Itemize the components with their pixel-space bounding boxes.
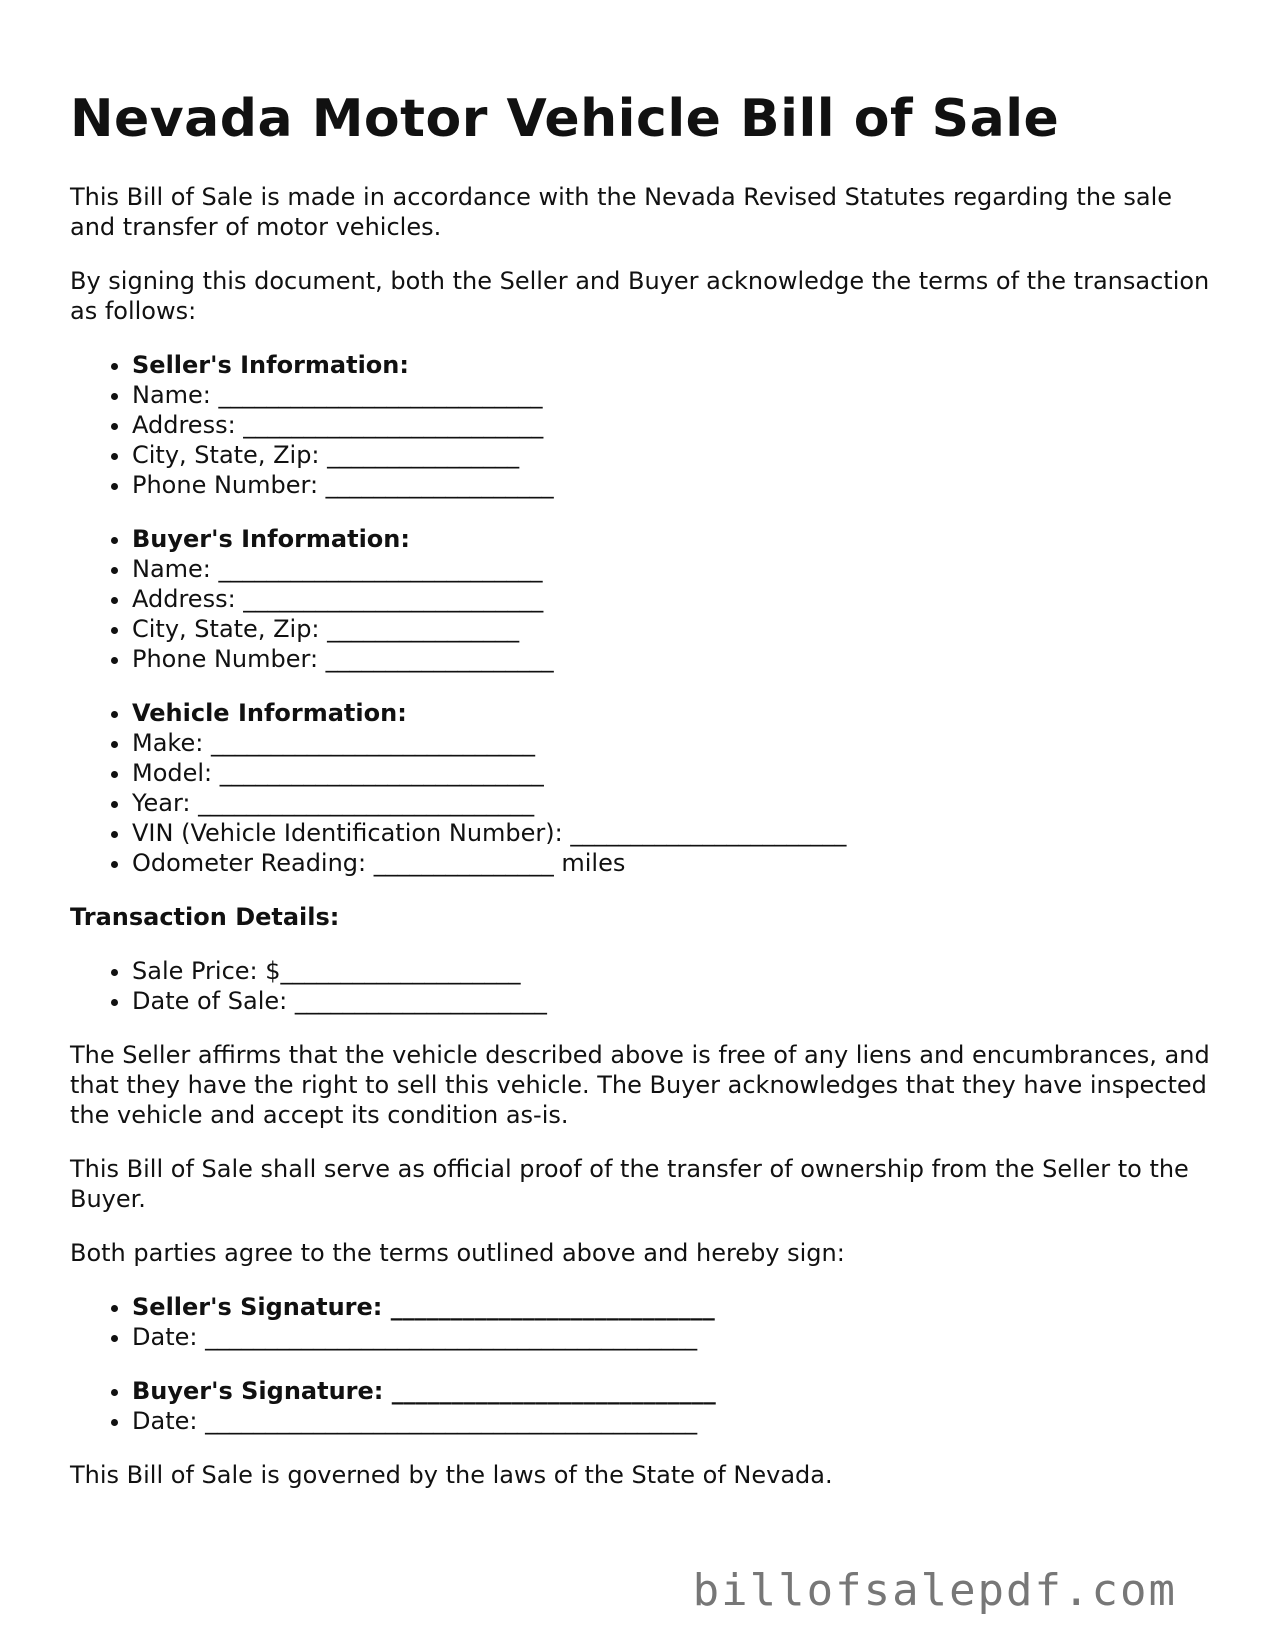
seller-city-field: • City, State, Zip: ________________ bbox=[132, 440, 1210, 470]
transaction-list bbox=[70, 956, 1210, 1016]
seller-signature-field: • Seller's Signature: ___________________________ bbox=[132, 1292, 1210, 1322]
vehicle-info-list bbox=[70, 698, 1210, 878]
sale-date-field: • Date of Sale: _____________________ bbox=[132, 986, 1210, 1016]
affirmation-paragraph: The Seller affirms that the vehicle described above is free of any liens and encumbrances, and that they have the right to sell this vehicle. The Buyer acknowledges that they have inspected the vehicle and accept its condition as-is. bbox=[70, 1041, 1210, 1129]
governing-law-paragraph: This Bill of Sale is governed by the laws of the State of Nevada. bbox=[70, 1461, 833, 1489]
vehicle-make-field: • Make: ___________________________ bbox=[132, 728, 1210, 758]
seller-phone-field: • Phone Number: ___________________ bbox=[132, 470, 1210, 500]
proof-paragraph: This Bill of Sale shall serve as official proof of the transfer of ownership from the Seller to the Buyer. bbox=[70, 1155, 1189, 1213]
seller-info-heading: • Seller's Information: bbox=[132, 350, 1210, 380]
seller-signature-list bbox=[70, 1292, 1210, 1352]
document-page bbox=[70, 88, 1210, 1514]
vehicle-model-field: • Model: ___________________________ bbox=[132, 758, 1210, 788]
vehicle-year-field: • Year: ____________________________ bbox=[132, 788, 1210, 818]
buyer-city-field: • City, State, Zip: ________________ bbox=[132, 614, 1210, 644]
vehicle-odometer-field: • Odometer Reading: _______________ miles bbox=[132, 848, 1210, 878]
vehicle-vin-field: • VIN (Vehicle Identification Number): _______________________ bbox=[132, 818, 1210, 848]
intro-paragraph-2: By signing this document, both the Seller and Buyer acknowledge the terms of the transaction as follows: bbox=[70, 267, 1210, 325]
watermark: billofsalepdf.com bbox=[692, 1565, 1177, 1616]
seller-info-list bbox=[70, 350, 1210, 500]
intro-paragraph-1: This Bill of Sale is made in accordance with the Nevada Revised Statutes regarding the sale and transfer of motor vehicles. bbox=[70, 183, 1173, 241]
buyer-name-field: • Name: ___________________________ bbox=[132, 554, 1210, 584]
buyer-phone-field: • Phone Number: ___________________ bbox=[132, 644, 1210, 674]
agreement-paragraph: Both parties agree to the terms outlined above and hereby sign: bbox=[70, 1239, 845, 1267]
seller-address-field: • Address: _________________________ bbox=[132, 410, 1210, 440]
sale-price-field: • Sale Price: $____________________ bbox=[132, 956, 1210, 986]
document-title: Nevada Motor Vehicle Bill of Sale bbox=[70, 89, 1060, 149]
transaction-heading: Transaction Details: bbox=[70, 903, 340, 931]
buyer-info-heading: • Buyer's Information: bbox=[132, 524, 1210, 554]
buyer-signature-field: • Buyer's Signature: ___________________________ bbox=[132, 1376, 1210, 1406]
buyer-signature-date-field: • Date: _________________________________________ bbox=[132, 1406, 1210, 1436]
seller-signature-date-field: • Date: _________________________________________ bbox=[132, 1322, 1210, 1352]
vehicle-info-heading: • Vehicle Information: bbox=[132, 698, 1210, 728]
buyer-address-field: • Address: _________________________ bbox=[132, 584, 1210, 614]
buyer-info-list bbox=[70, 524, 1210, 674]
seller-name-field: • Name: ___________________________ bbox=[132, 380, 1210, 410]
buyer-signature-list bbox=[70, 1376, 1210, 1436]
